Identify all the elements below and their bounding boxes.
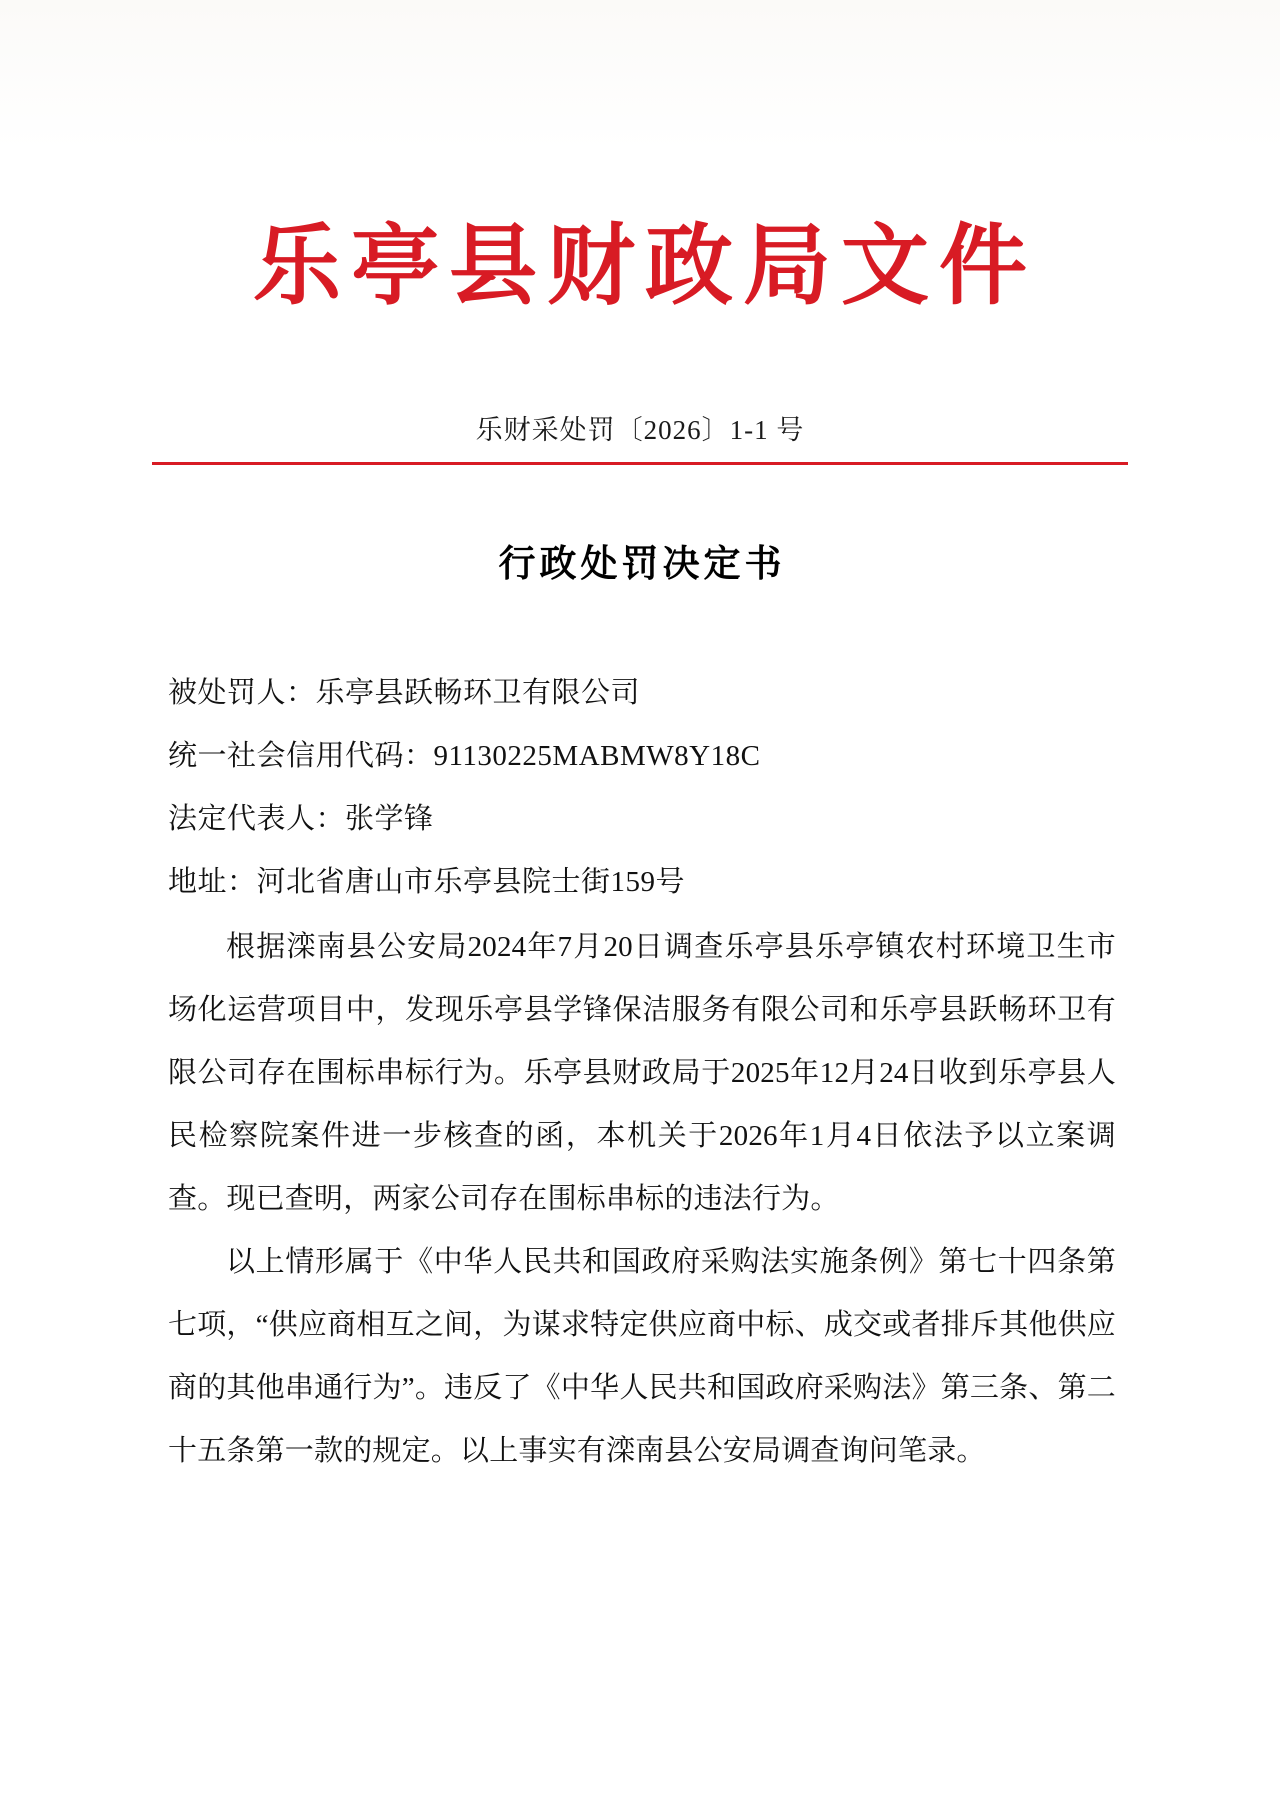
red-divider-rule bbox=[152, 462, 1128, 465]
field-address: 地址：河北省唐山市乐亭县院士街159号 bbox=[168, 866, 686, 898]
field-credit-code: 统一社会信用代码：91130225MABMW8Y18C bbox=[168, 740, 761, 772]
issuing-organization-title: 乐亭县财政局文件 bbox=[252, 213, 1037, 317]
party-information-block bbox=[168, 662, 1116, 914]
field-legal-representative: 法定代表人：张学锋 bbox=[168, 803, 434, 835]
paragraph-investigation-findings: 根据滦南县公安局2024年7月20日调查乐亭县乐亭镇农村环境卫生市场化运营项目中，发现乐亭县学锋保洁服务有限公司和乐亭县跃畅环卫有限公司存在围标串标行为。乐亭县财政局于2025年12月24日收到乐亭县人民检察院案件进一步核查的函，本机关于2026年1月4日依法予以立案调查。现已查明，两家公司存在围标串标的违法行为。 bbox=[168, 931, 1116, 1215]
field-penalized-party: 被处罚人：乐亭县跃畅环卫有限公司 bbox=[168, 677, 641, 709]
paragraph-legal-basis: 以上情形属于《中华人民共和国政府采购法实施条例》第七十四条第七项，“供应商相互之间，为谋求特定供应商中标、成交或者排斥其他供应商的其他串通行为”。违反了《中华人民共和国政府采购法》第三条、第二十五条第一款的规定。以上事实有滦南县公安局调查询问笔录。 bbox=[168, 1246, 1116, 1467]
document-header bbox=[0, 213, 1280, 317]
page-title: 行政处罚决定书 bbox=[498, 541, 786, 585]
scan-tint bbox=[0, 0, 1280, 150]
document-body bbox=[168, 662, 1116, 1483]
document-number: 乐财采处罚〔2026〕1-1 号 bbox=[475, 415, 805, 445]
